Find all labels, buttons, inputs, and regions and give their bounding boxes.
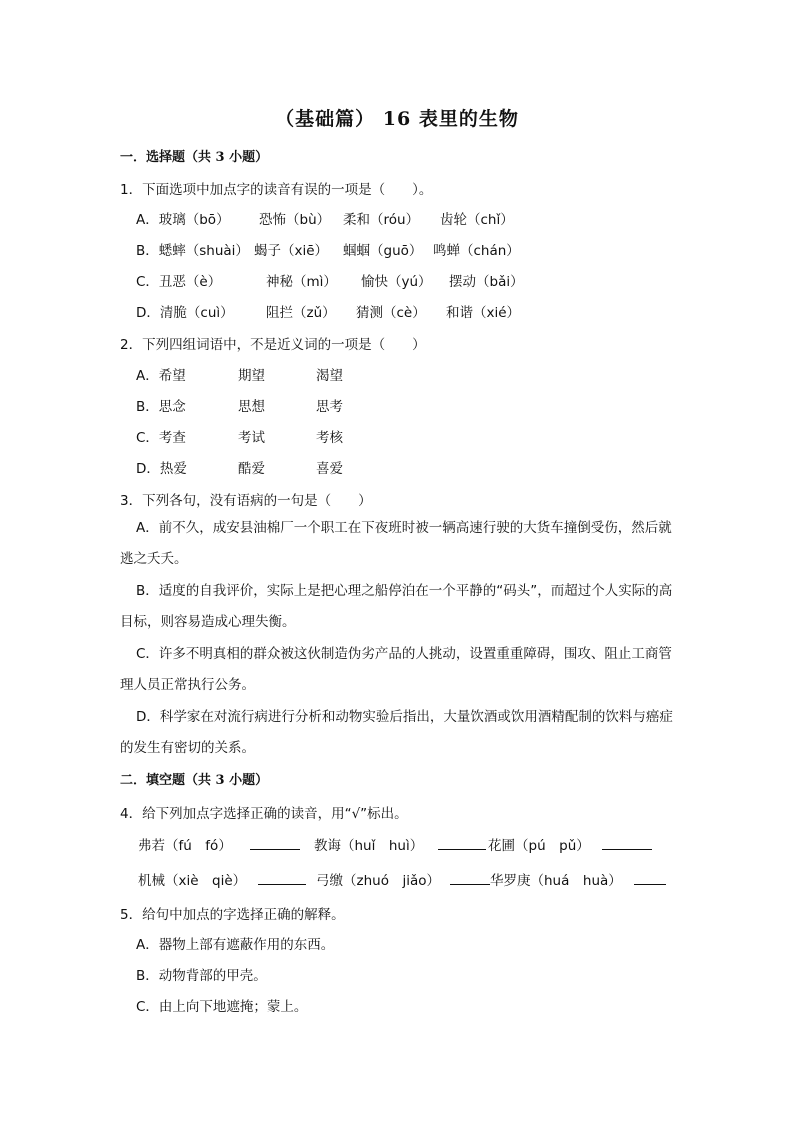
answer-blank[interactable] [602, 835, 652, 850]
question-3-option-d: D．科学家在对流行病进行分析和动物实验后指出，大量饮酒或饮用酒精配制的饮料与癌症的发生有密切的关系。 [120, 709, 673, 756]
question-4-stem: 4．给下列加点字选择正确的读音，用“√”标出。 [120, 806, 408, 822]
option-item: 思考 [316, 399, 343, 415]
question-4-row-1 [138, 834, 652, 854]
option-item: 柔和（róu） [343, 212, 420, 228]
question-1-option-a [136, 208, 514, 228]
option-item: 蝈蝈（guō） [343, 243, 423, 259]
question-3-option-a: A．前不久，成安县油棉厂一个职工在下夜班时被一辆高速行驶的大货车撞倒受伤，然后就逃之夭夭。 [120, 520, 672, 567]
question-5-stem: 5．给句中加点的字选择正确的解释。 [120, 907, 345, 923]
option-item: 思想 [238, 399, 265, 415]
option-item: 恐怖（bù） [259, 212, 331, 228]
question-1-option-b [136, 239, 520, 259]
question-2-option-a [136, 364, 343, 384]
option-item: 神秘（mì） [266, 274, 337, 290]
question-2-stem: 2．下列四组词语中，不是近义词的一项是（ ） [120, 337, 426, 353]
option-item: 阻拦（zǔ） [266, 305, 336, 321]
question-2-option-d [136, 457, 343, 477]
option-item: 摆动（bǎi） [449, 274, 524, 290]
question-3-option-c: C．许多不明真相的群众被这伙制造伪劣产品的人挑动，设置重重障碍，围攻、阻止工商管理人员正常执行公务。 [120, 646, 672, 693]
option-item: 考核 [316, 430, 343, 446]
option-item: 酷爱 [238, 461, 265, 477]
option-item: 和谐（xié） [446, 305, 521, 321]
question-1-option-c [136, 270, 524, 290]
option-item: 考试 [238, 430, 265, 446]
question-3-stem: 3．下列各句，没有语病的一句是（ ） [120, 493, 372, 509]
option-item: 愉快（yú） [361, 274, 432, 290]
option-item: A．玻璃（bō） [136, 212, 230, 228]
option-item: B．思念 [136, 399, 186, 415]
pinyin-choice: 机械（xiè qiè） [138, 873, 247, 889]
answer-blank[interactable] [250, 835, 300, 850]
option-item: 猜测（cè） [356, 305, 426, 321]
option-item: 渴望 [316, 368, 343, 384]
question-1-stem: 1．下面选项中加点字的读音有误的一项是（ ）。 [120, 182, 433, 198]
question-5-option-c: C．由上向下地遮掩；蒙上。 [136, 999, 308, 1015]
option-item: 齿轮（chǐ） [440, 212, 514, 228]
question-4-row-2 [138, 869, 666, 889]
pinyin-choice: 弓缴（zhuó jiǎo） [316, 873, 440, 889]
pinyin-choice: 教诲（huǐ huì） [314, 838, 424, 854]
option-item: B．蟋蟀（shuài） [136, 243, 249, 259]
answer-blank[interactable] [258, 870, 306, 885]
section-fill-heading: 二．填空题（共 3 小题） [120, 773, 269, 788]
section-choice-heading: 一．选择题（共 3 小题） [120, 150, 269, 165]
option-item: D．热爱 [136, 461, 187, 477]
option-item: A．希望 [136, 368, 186, 384]
question-2-option-c [136, 426, 343, 446]
question-5-option-a: A．器物上部有遮蔽作用的东西。 [136, 937, 335, 953]
option-item: C．考查 [136, 430, 186, 446]
answer-blank[interactable] [450, 870, 490, 885]
answer-blank[interactable] [634, 870, 666, 885]
pinyin-choice: 华罗庚（huá huà） [490, 873, 622, 889]
option-item: C．丑恶（è） [136, 274, 222, 290]
option-item: D．清脆（cuì） [136, 305, 234, 321]
option-item: 蝎子（xiē） [254, 243, 329, 259]
answer-blank[interactable] [438, 835, 486, 850]
question-5-option-b: B．动物背部的甲壳。 [136, 968, 267, 984]
pinyin-choice: 弗若（fú fó） [138, 838, 232, 854]
pinyin-choice: 花圃（pú pǔ） [488, 838, 590, 854]
question-2-option-b [136, 395, 343, 415]
option-item: 鸣蝉（chán） [433, 243, 520, 259]
question-1-option-d [136, 301, 520, 321]
page-title: （基础篇） 16 表里的生物 [275, 108, 519, 130]
option-item: 期望 [238, 368, 265, 384]
option-item: 喜爱 [316, 461, 343, 477]
question-3-option-b: B．适度的自我评价，实际上是把心理之船停泊在一个平静的“码头”，而超过个人实际的高目标，则容易造成心理失衡。 [120, 583, 673, 630]
